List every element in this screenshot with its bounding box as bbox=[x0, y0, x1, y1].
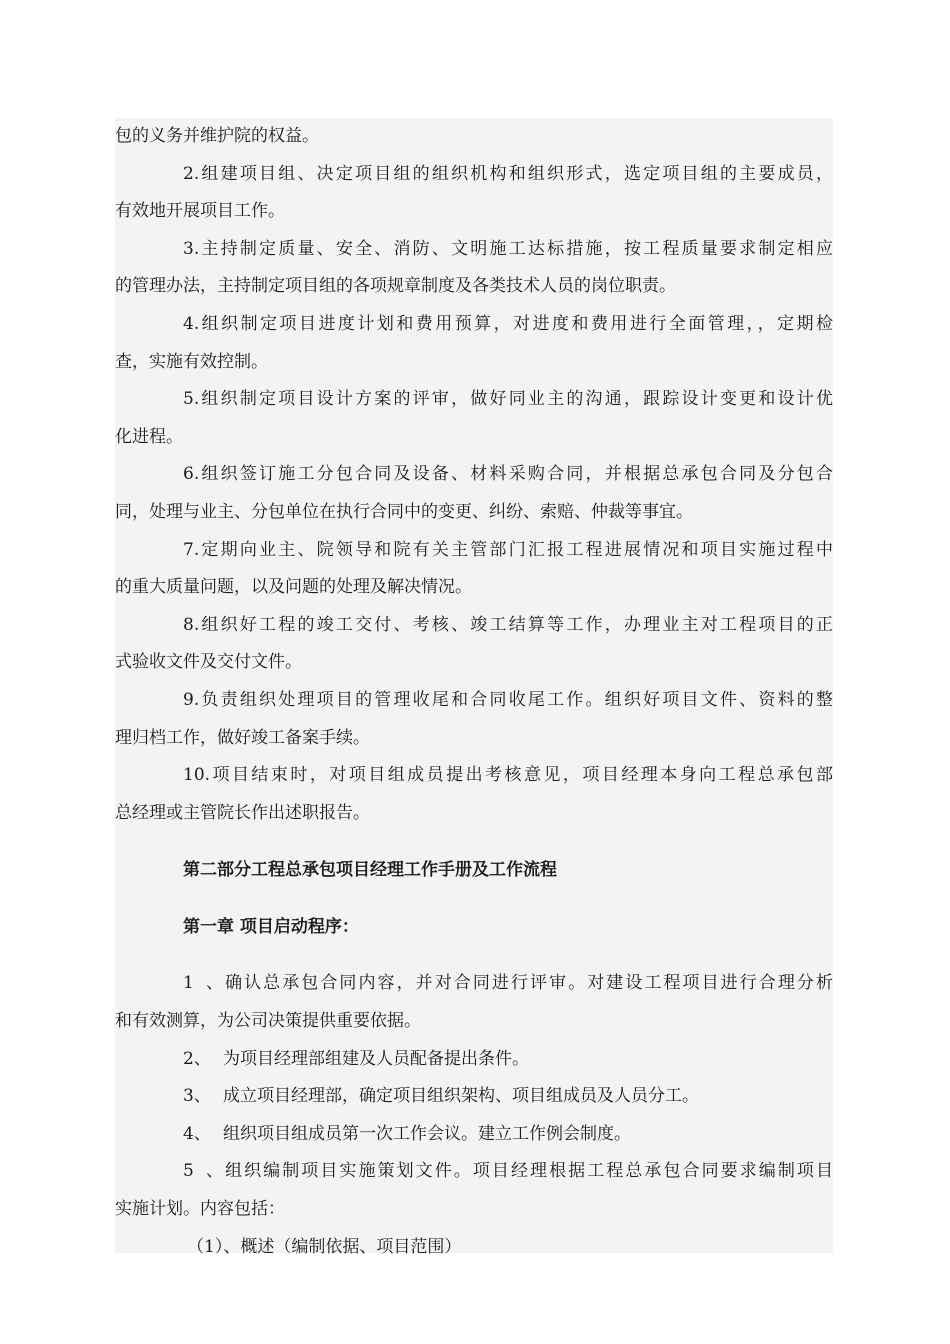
step-number: 1、 bbox=[183, 973, 223, 994]
paragraph-line: 的管理办法，主持制定项目组的各项规章制度及各类技术人员的岗位职责。 bbox=[115, 276, 676, 297]
paragraph-line: 包的义务并维护院的权益。 bbox=[115, 126, 319, 146]
part-heading: 第二部分工程总承包项目经理工作手册及工作流程 bbox=[183, 860, 557, 881]
paragraph-line: 8.组织好工程的竣工交付、考核、竣工结算等工作，办理业主对工程项目的正 bbox=[183, 614, 833, 635]
step-number: 2、 bbox=[183, 1048, 211, 1069]
sub-item: （1）、概述（编制依据、项目范围） bbox=[187, 1236, 462, 1257]
chapter-heading: 第一章 项目启动程序： bbox=[183, 916, 359, 937]
paragraph-line: 10.项目结束时，对项目组成员提出考核意见，项目经理本身向工程总承包部 bbox=[183, 765, 833, 786]
step-text: 确认总承包合同内容，并对合同进行评审。对建设工程项目进行合理分析 bbox=[223, 973, 833, 994]
step-text: 为项目经理部组建及人员配备提出条件。 bbox=[223, 1048, 529, 1069]
paragraph-line: 4.组织制定项目进度计划和费用预算，对进度和费用进行全面管理，，定期检 bbox=[183, 313, 833, 334]
step-item bbox=[115, 1078, 833, 1116]
step-number: 3、 bbox=[183, 1086, 211, 1107]
paragraph-line: 式验收文件及交付文件。 bbox=[115, 652, 302, 673]
paragraph-line: 2.组建项目组、决定项目组的组织机构和组织形式，选定项目组的主要成员， bbox=[183, 163, 833, 184]
paragraph-line: 的重大质量问题，以及问题的处理及解决情况。 bbox=[115, 577, 472, 598]
paragraph-line: 总经理或主管院长作出述职报告。 bbox=[115, 802, 370, 823]
step-text: 组织项目组成员第一次工作会议。建立工作例会制度。 bbox=[223, 1123, 631, 1144]
paragraph-line: 5.组织制定项目设计方案的评审，做好同业主的沟通，跟踪设计变更和设计优 bbox=[183, 389, 833, 410]
step-item bbox=[115, 1116, 833, 1154]
step-text: 组织编制项目实施策划文件。项目经理根据工程总承包合同要求编制项目 bbox=[223, 1161, 833, 1182]
step-item bbox=[115, 965, 833, 1003]
document-body bbox=[115, 118, 833, 1266]
step-number: 4、 bbox=[183, 1123, 211, 1144]
step-text: 成立项目经理部，确定项目组织架构、项目组成员及人员分工。 bbox=[223, 1086, 699, 1107]
paragraph-line: 7.定期向业主、院领导和院有关主管部门汇报工程进展情况和项目实施过程中 bbox=[183, 539, 833, 560]
paragraph-line: 查，实施有效控制。 bbox=[115, 351, 268, 372]
paragraph-line: 化进程。 bbox=[115, 426, 183, 447]
paragraph-line: 3.主持制定质量、安全、消防、文明施工达标措施，按工程质量要求制定相应 bbox=[183, 238, 833, 259]
paragraph-line: 理归档工作，做好竣工备案手续。 bbox=[115, 727, 370, 748]
paragraph-line: 实施计划。内容包括： bbox=[115, 1199, 285, 1220]
paragraph-line: 同，处理与业主、分包单位在执行合同中的变更、纠纷、索赔、仲裁等事宜。 bbox=[115, 501, 693, 522]
paragraph-line: 9.负责组织处理项目的管理收尾和合同收尾工作。组织好项目文件、资料的整 bbox=[183, 689, 833, 710]
step-number: 5、 bbox=[183, 1161, 223, 1182]
paragraph-line: 6.组织签订施工分包合同及设备、材料采购合同，并根据总承包合同及分包合 bbox=[183, 464, 833, 485]
step-item bbox=[115, 1153, 833, 1191]
paragraph-line: 有效地开展项目工作。 bbox=[115, 201, 285, 222]
paragraph-line: 和有效测算，为公司决策提供重要依据。 bbox=[115, 1011, 421, 1032]
step-item bbox=[115, 1041, 833, 1079]
